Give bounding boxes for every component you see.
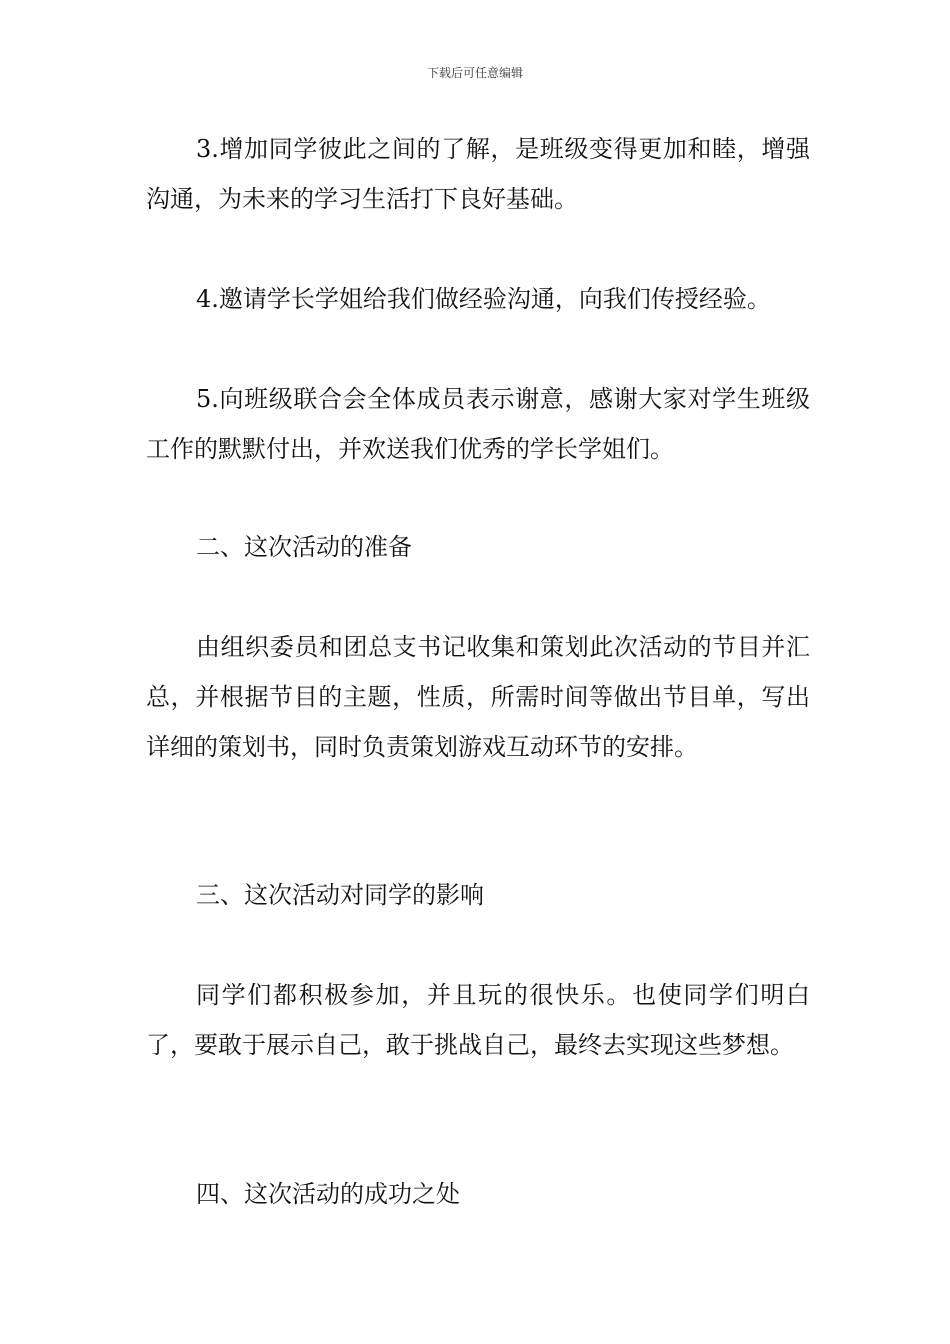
section-heading-impact: 三、这次活动对同学的影响 bbox=[196, 881, 484, 909]
paragraph-preparation: 由组织委员和团总支书记收集和策划此次活动的节目并汇总，并根据节目的主题，性质，所需时间等做出节目单，写出详细的策划书，同时负责策划游戏互动环节的安排。 bbox=[146, 633, 810, 761]
paragraph-item-5: 5.向班级联合会全体成员表示谢意，感谢大家对学生班级工作的默默付出，并欢送我们优秀的学长学姐们。 bbox=[146, 385, 810, 463]
section-heading-success: 四、这次活动的成功之处 bbox=[196, 1180, 460, 1208]
paragraph-item-4: 4.邀请学长学姐给我们做经验沟通，向我们传授经验。 bbox=[196, 285, 771, 313]
section-heading-preparation: 二、这次活动的准备 bbox=[196, 533, 412, 561]
page-header: 下载后可任意编辑 bbox=[426, 66, 523, 80]
paragraph-item-3: 3.增加同学彼此之间的了解，是班级变得更加和睦，增强沟通，为未来的学习生活打下良好基础。 bbox=[146, 135, 810, 213]
paragraph-impact: 同学们都积极参加，并且玩的很快乐。也使同学们明白了，要敢于展示自己，敢于挑战自己，最终去实现这些梦想。 bbox=[146, 981, 810, 1059]
